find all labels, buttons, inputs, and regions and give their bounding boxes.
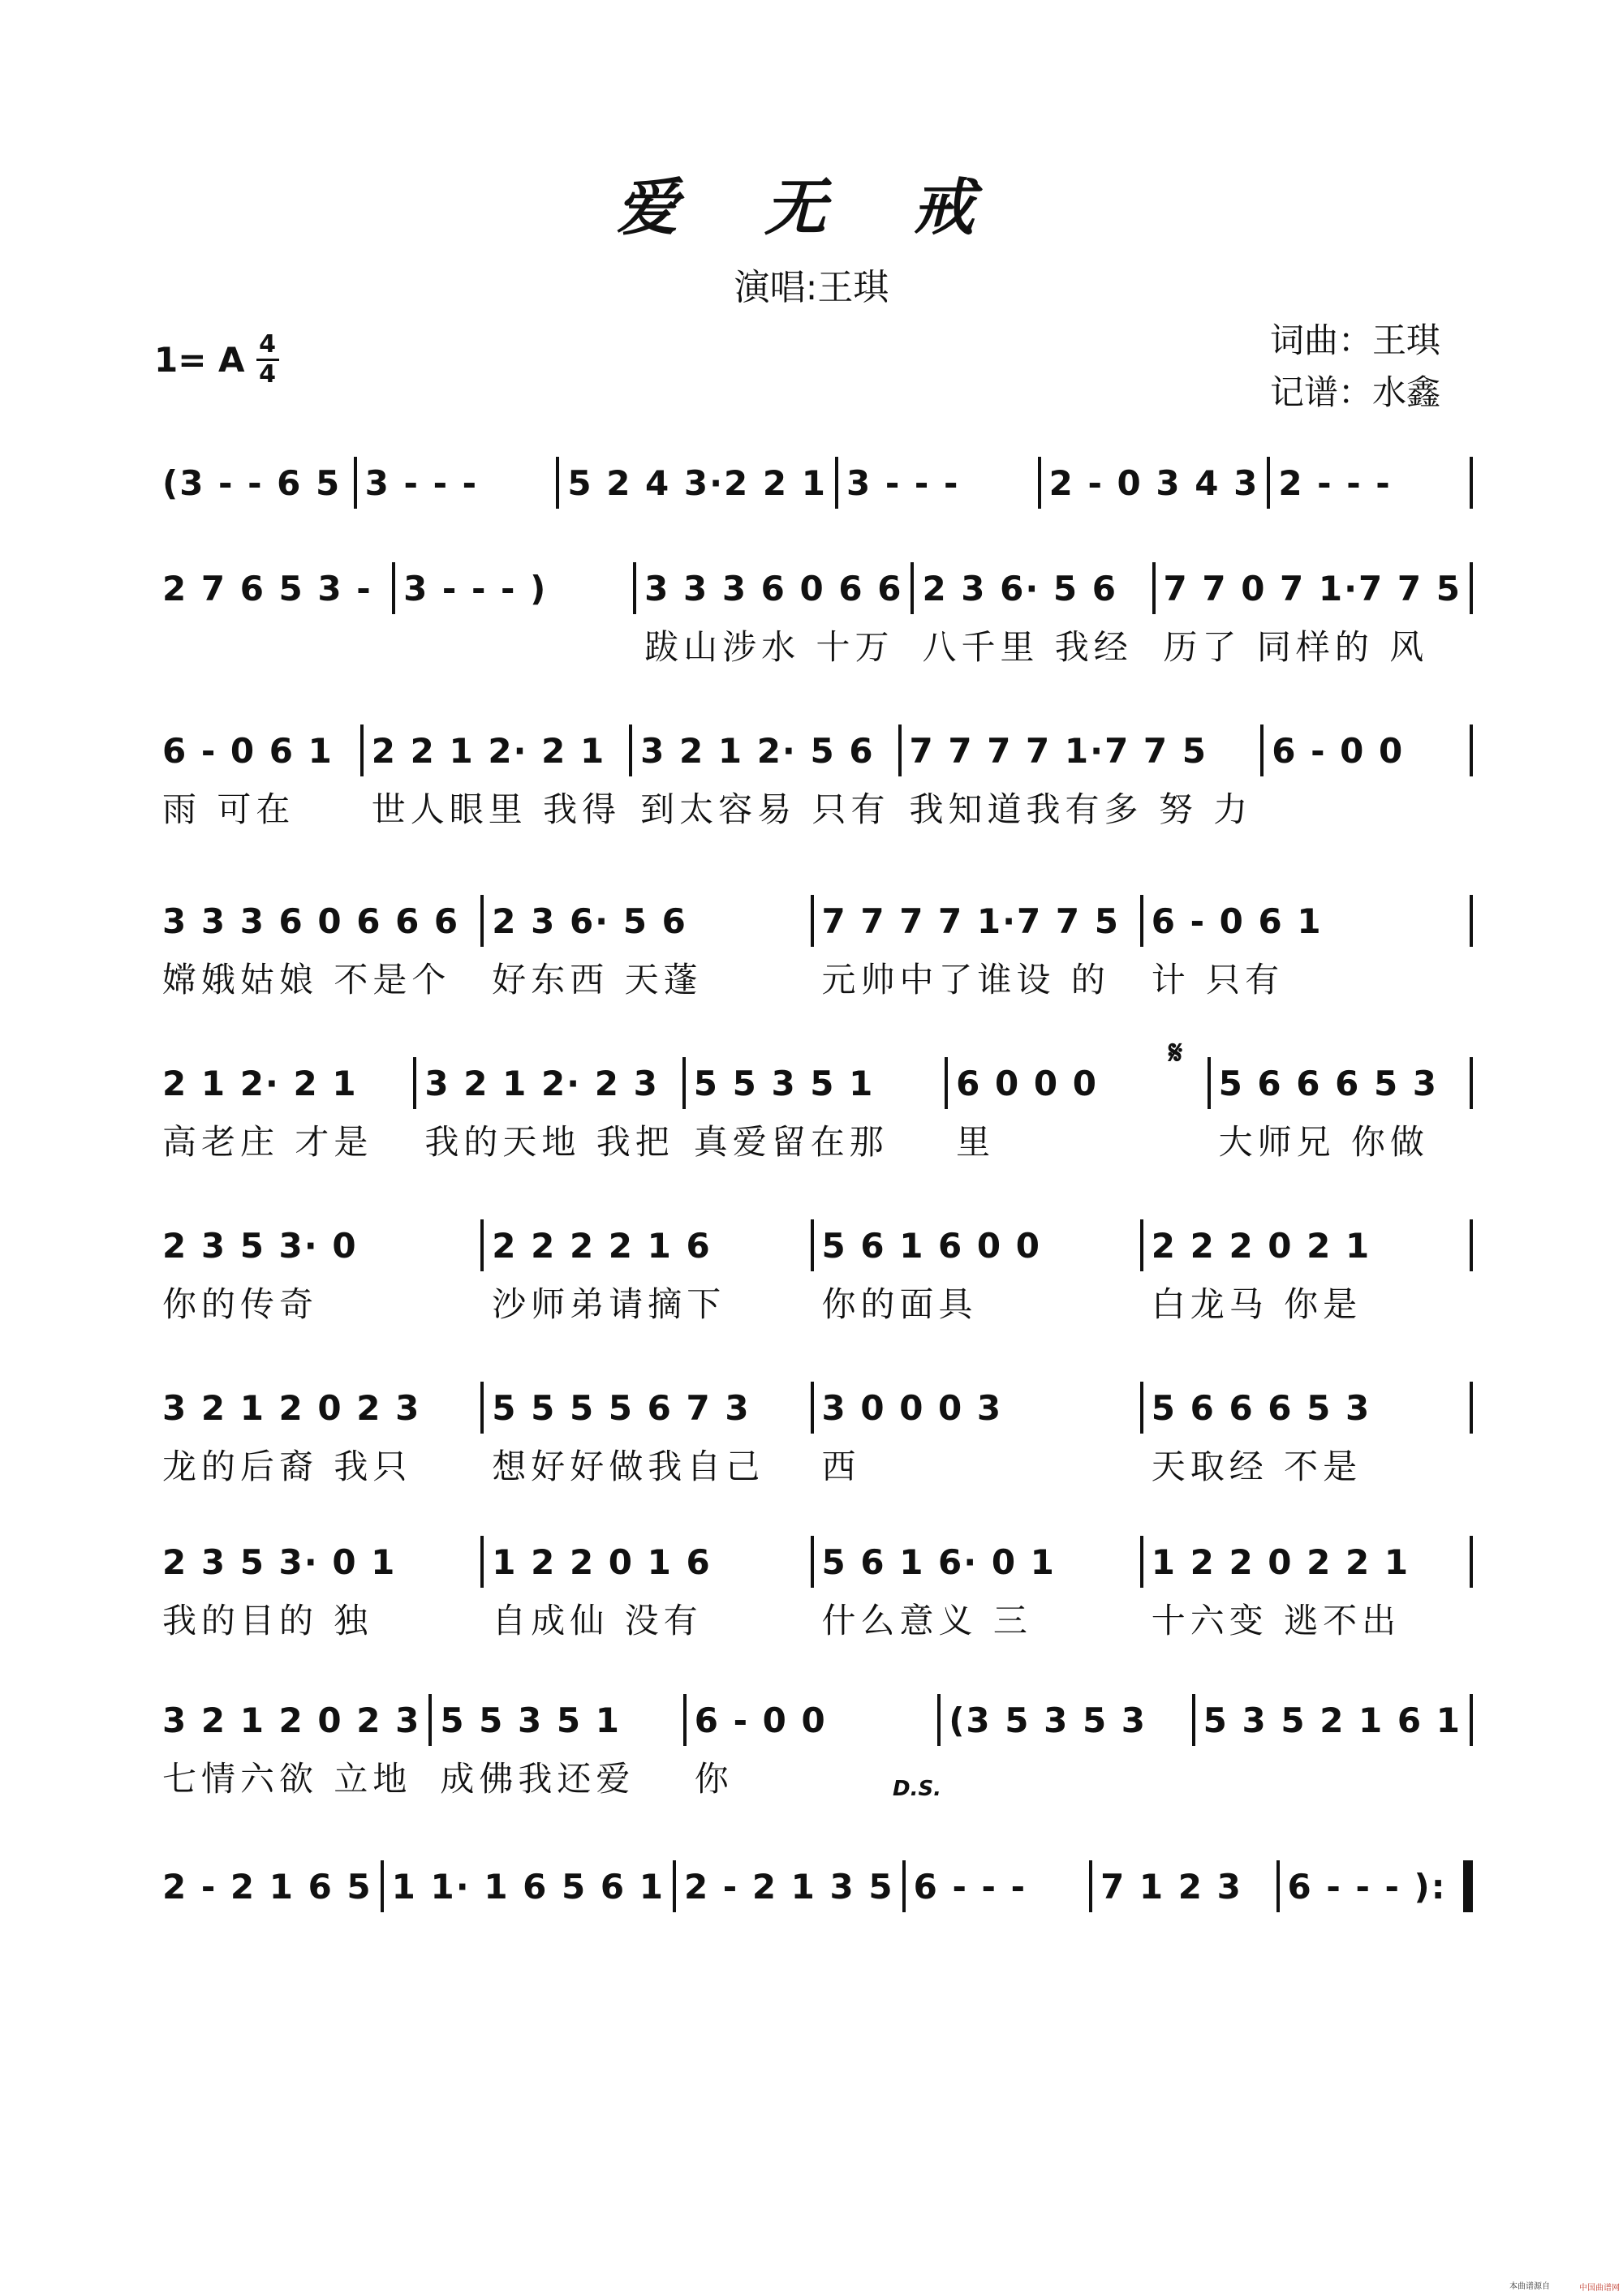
measure bbox=[1195, 1692, 1470, 1805]
notes: 6 - 0 0 bbox=[694, 1700, 827, 1740]
notes: 6 - - - bbox=[913, 1866, 1027, 1907]
measure bbox=[364, 722, 629, 836]
measure bbox=[636, 560, 911, 673]
notes: 7 7 7 7 1·7 7 5 bbox=[909, 730, 1208, 771]
lyrics: 高老庄 才是 bbox=[162, 1122, 373, 1162]
measure bbox=[1156, 560, 1470, 673]
singer-line: 演唱:王琪 bbox=[734, 267, 889, 308]
barline bbox=[1470, 562, 1473, 614]
notes: (3 - - 6 5 bbox=[162, 462, 342, 503]
notes: 2 3 5 3· 0 bbox=[162, 1225, 358, 1266]
measure bbox=[432, 1692, 682, 1805]
measure bbox=[484, 1217, 810, 1331]
measure bbox=[1211, 1055, 1470, 1168]
measure bbox=[1280, 1858, 1463, 1915]
notes: 6 0 0 0 bbox=[956, 1063, 1098, 1103]
score-system bbox=[154, 1533, 1473, 1647]
lyrics: 我的目的 独 bbox=[162, 1601, 373, 1640]
key-signature bbox=[154, 330, 279, 389]
lyrics: 成佛我还爱 bbox=[440, 1759, 635, 1799]
lyrics bbox=[949, 1748, 1183, 1805]
notes: 5 5 3 5 1 bbox=[693, 1063, 875, 1103]
notes: 3 2 1 2· 5 6 bbox=[640, 730, 875, 771]
credits bbox=[1270, 315, 1440, 419]
measure bbox=[914, 560, 1152, 673]
lyrics: 你的传奇 bbox=[162, 1284, 319, 1324]
measure bbox=[906, 1858, 1089, 1915]
song-title: 爱 无 戒 bbox=[616, 171, 1007, 243]
lyrics: 大师兄 你做 bbox=[1218, 1122, 1429, 1162]
measure bbox=[1092, 1858, 1276, 1915]
notes: 3 - - - bbox=[364, 462, 479, 503]
notes: (3 5 3 5 3 bbox=[949, 1700, 1147, 1740]
key-label: 1= A bbox=[154, 340, 245, 380]
notes: 1 2 2 0 2 2 1 bbox=[1151, 1541, 1410, 1582]
score-system bbox=[154, 1055, 1473, 1168]
lyrics: 雨 可在 bbox=[162, 789, 295, 829]
measure bbox=[154, 1379, 480, 1493]
measure bbox=[814, 1379, 1140, 1493]
measure bbox=[686, 1055, 945, 1168]
notes: 5 6 6 6 5 3 bbox=[1151, 1387, 1371, 1428]
lyrics: 元帅中了谁设 的 bbox=[821, 960, 1110, 1000]
measure bbox=[1143, 1379, 1470, 1493]
lyrics: 世人眼里 我得 bbox=[371, 789, 622, 829]
notes: 3 3 3 6 0 6 6 6 bbox=[162, 901, 460, 941]
notes: 2 3 5 3· 0 1 bbox=[162, 1541, 397, 1582]
lyrics: 龙的后裔 我只 bbox=[162, 1447, 412, 1486]
lyrics: 西 bbox=[821, 1447, 861, 1486]
measure bbox=[484, 1379, 810, 1493]
lyrics: 十六变 逃不出 bbox=[1151, 1601, 1401, 1640]
footer-site-logo: 中国曲谱网 bbox=[1579, 2284, 1620, 2293]
notes: 2 2 2 0 2 1 bbox=[1151, 1225, 1371, 1266]
score-system bbox=[154, 1858, 1473, 1915]
measure bbox=[154, 560, 392, 617]
notes: 2 - 2 1 6 5 bbox=[162, 1866, 372, 1907]
measure bbox=[1143, 892, 1470, 1006]
notes: 1 2 2 0 1 6 bbox=[492, 1541, 712, 1582]
notes: 5 6 6 6 5 3 bbox=[1218, 1063, 1439, 1103]
measure bbox=[395, 560, 633, 617]
measure bbox=[814, 892, 1140, 1006]
notes: 6 - 0 6 1 bbox=[162, 730, 334, 771]
lyrics: 我的天地 我把 bbox=[424, 1122, 674, 1162]
notes: 2 - 0 3 4 3 bbox=[1048, 462, 1259, 503]
notes: 5 5 5 5 6 7 3 bbox=[492, 1387, 751, 1428]
score-system bbox=[154, 560, 1473, 673]
notes: 6 - 0 6 1 bbox=[1151, 901, 1323, 941]
notes: 2 2 2 2 1 6 bbox=[492, 1225, 712, 1266]
lyrics: 里 bbox=[956, 1122, 996, 1162]
barline bbox=[1470, 457, 1473, 509]
measure bbox=[941, 1692, 1191, 1805]
lyrics: 到太容易 只有 bbox=[640, 789, 890, 829]
notes: 3 3 3 6 0 6 6 bbox=[644, 568, 903, 608]
lyrics bbox=[1203, 1748, 1462, 1805]
measure bbox=[1264, 722, 1470, 836]
measure bbox=[416, 1055, 682, 1168]
lyrics: 你的面具 bbox=[821, 1284, 978, 1324]
measure bbox=[484, 892, 810, 1006]
measure bbox=[814, 1217, 1140, 1331]
notes: 2 3 6· 5 6 bbox=[492, 901, 687, 941]
lyrics: 嫦娥姑娘 不是个 bbox=[162, 960, 451, 1000]
score-system bbox=[154, 454, 1473, 511]
lyrics: 沙师弟请摘下 bbox=[492, 1284, 726, 1324]
measure bbox=[1143, 1217, 1470, 1331]
notes: 6 - - - ): bbox=[1287, 1866, 1447, 1907]
measure bbox=[154, 1217, 480, 1331]
lyrics: 跋山涉水 十万 bbox=[644, 627, 894, 667]
lyrics: 计 只有 bbox=[1151, 960, 1285, 1000]
measure bbox=[676, 1858, 902, 1915]
notes: 3 2 1 2 0 2 3 bbox=[162, 1700, 421, 1740]
measure bbox=[154, 722, 360, 836]
barline bbox=[1470, 895, 1473, 947]
lyrics: 你 bbox=[694, 1759, 734, 1799]
measure bbox=[838, 454, 1038, 511]
measure bbox=[1041, 454, 1268, 511]
barline bbox=[1470, 1694, 1473, 1746]
notes: 3 0 0 0 3 bbox=[821, 1387, 1003, 1428]
notes: 5 3 5 2 1 6 1 bbox=[1203, 1700, 1462, 1740]
notes: 2 7 6 5 3 - bbox=[162, 568, 372, 608]
score-system bbox=[154, 722, 1473, 836]
lyrics: 自成仙 没有 bbox=[492, 1601, 703, 1640]
measure bbox=[154, 1692, 428, 1805]
barline bbox=[1470, 1536, 1473, 1588]
measure bbox=[154, 1858, 381, 1915]
barline bbox=[1470, 1057, 1473, 1109]
lyrics: 我知道我有多 努 力 bbox=[909, 789, 1253, 829]
measure bbox=[384, 1858, 673, 1915]
measure bbox=[357, 454, 557, 511]
lyrics: 想好好做我自己 bbox=[492, 1447, 765, 1486]
footer-note: 本曲谱源自 bbox=[1509, 2282, 1550, 2291]
lyrics: 天取经 不是 bbox=[1151, 1447, 1363, 1486]
notes: 7 1 2 3 bbox=[1100, 1866, 1242, 1907]
transcriber: 记谱：水鑫 bbox=[1270, 372, 1441, 412]
notes: 6 - 0 0 bbox=[1272, 730, 1405, 771]
measure bbox=[814, 1533, 1140, 1647]
lyrics: 好东西 天蓬 bbox=[492, 960, 703, 1000]
measure bbox=[559, 454, 835, 511]
notes: 5 5 3 5 1 bbox=[440, 1700, 621, 1740]
score-system bbox=[154, 1217, 1473, 1331]
score-system bbox=[154, 1379, 1473, 1493]
barline bbox=[1470, 1382, 1473, 1434]
notes: 2 1 2· 2 1 bbox=[162, 1063, 358, 1103]
time-signature: 4 4 bbox=[256, 333, 279, 387]
lyrics: 七情六欲 立地 bbox=[162, 1759, 412, 1799]
lyrics: 什么意义 三 bbox=[821, 1601, 1032, 1640]
lyrics bbox=[1272, 779, 1462, 836]
lyrics: 八千里 我经 bbox=[922, 627, 1133, 667]
measure bbox=[1270, 454, 1470, 511]
notes: 7 7 0 7 1·7 7 5 bbox=[1163, 568, 1462, 608]
notes: 3 2 1 2· 2 3 bbox=[424, 1063, 659, 1103]
barline bbox=[1470, 1219, 1473, 1271]
measure bbox=[154, 892, 480, 1006]
measure bbox=[154, 1055, 413, 1168]
notes: 2 2 1 2· 2 1 bbox=[371, 730, 606, 771]
notes: 5 6 1 6 0 0 bbox=[821, 1225, 1041, 1266]
notes: 2 - - - bbox=[1278, 462, 1392, 503]
measure bbox=[484, 1533, 810, 1647]
measure bbox=[1143, 1533, 1470, 1647]
notes: 1 1· 1 6 5 6 1 bbox=[391, 1866, 665, 1907]
notes: 5 2 4 3·2 2 1 bbox=[567, 462, 827, 503]
source-watermark bbox=[3, 2, 6, 9]
notes: 7 7 7 7 1·7 7 5 bbox=[821, 901, 1120, 941]
score-system bbox=[154, 1692, 1473, 1805]
lyrics: 真爱留在那 bbox=[693, 1122, 889, 1162]
segno-mark: 𝄋 bbox=[1169, 1034, 1183, 1072]
lyricist-composer: 词曲：王琪 bbox=[1270, 320, 1441, 360]
notes: 2 - 2 1 3 5 bbox=[683, 1866, 894, 1907]
lyrics: 历了 同样的 风 bbox=[1163, 627, 1429, 667]
barline bbox=[1463, 1860, 1473, 1912]
measure bbox=[154, 1533, 480, 1647]
notes: 3 - - - bbox=[846, 462, 960, 503]
notes: 5 6 1 6· 0 1 bbox=[821, 1541, 1056, 1582]
measure bbox=[154, 454, 354, 511]
measure bbox=[632, 722, 898, 836]
measure bbox=[902, 722, 1261, 836]
notes: 3 - - - ) bbox=[403, 568, 548, 608]
notes: 2 3 6· 5 6 bbox=[922, 568, 1117, 608]
notes: 3 2 1 2 0 2 3 bbox=[162, 1387, 421, 1428]
barline bbox=[1470, 724, 1473, 776]
ds-mark: D.S. bbox=[893, 1777, 942, 1801]
score-system bbox=[154, 892, 1473, 1006]
lyrics: 白龙马 你是 bbox=[1151, 1284, 1363, 1324]
measure bbox=[948, 1055, 1207, 1168]
